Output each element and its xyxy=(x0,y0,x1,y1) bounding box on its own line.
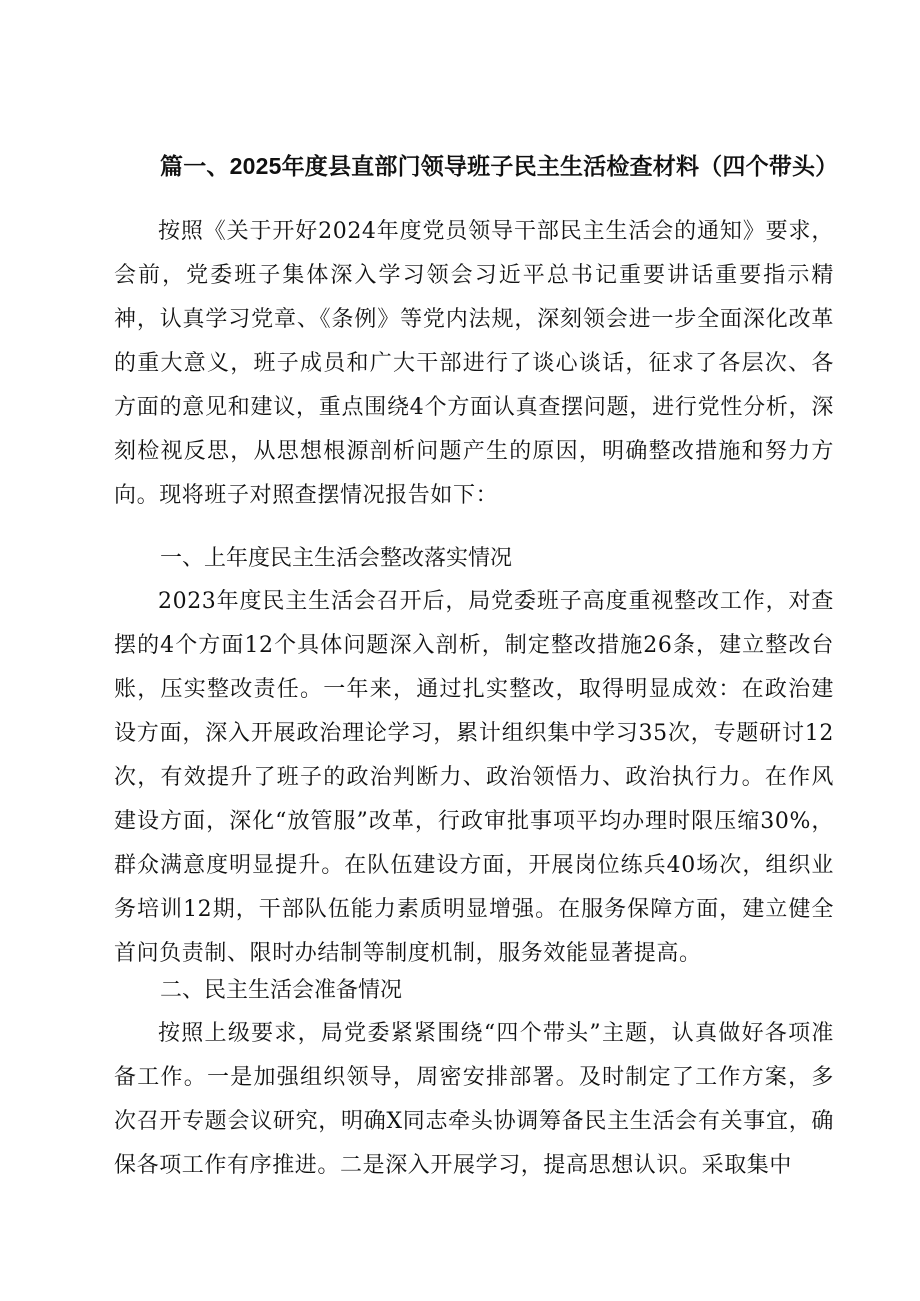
rectification-paragraph: 2023年度民主生活会召开后，局党委班子高度重视整改工作，对查摆的4个方面12个具体问题深入剖析，制定整改措施26条，建立整改台账，压实整改责任。一年来，通过扎实整改，取得明显成效：在政治建设方面，深入开展政治理论学习，累计组织集中学习35次，专题研讨12次，有效提升了班子的政治判断力、政治领悟力、政治执行力。在作风建设方面，深化“放管服”改革，行政审批事项平均办理时限压缩30%，群众满意度明显提升。在队伍建设方面，开展岗位练兵40场次，组织业务培训12期，干部队伍能力素质明显增强。在服务保障方面，建立健全首问负责制、限时办结制等制度机制，服务效能显著提高。 xyxy=(114,589,834,966)
preparation-paragraph: 按照上级要求，局党委紧紧围绕“四个带头”主题，认真做好各项准备工作。一是加强组织领导，周密安排部署。及时制定了工作方案，多次召开专题会议研究，明确X同志牵头协调筹备民主生活会有关事宜，确保各项工作有序推进。二是深入开展学习，提高思想认识。采取集中 xyxy=(114,1021,834,1178)
document-title: 篇一、2025年度县直部门领导班子民主生活检查材料（四个带头） xyxy=(160,153,839,179)
section-heading-preparation: 二、民主生活会准备情况 xyxy=(160,977,403,1002)
section-heading-rectification: 一、上年度民主生活会整改落实情况 xyxy=(160,545,513,570)
intro-paragraph: 按照《关于开好2024年度党员领导干部民主生活会的通知》要求，会前，党委班子集体深入学习领会习近平总书记重要讲话重要指示精神，认真学习党章、《条例》等党内法规，深刻领会进一步全面深化改革的重大意义，班子成员和广大干部进行了谈心谈话，征求了各层次、各方面的意见和建议，重点围绕4个方面认真查摆问题，进行党性分析，深刻检视反思，从思想根源剖析问题产生的原因，明确整改措施和努力方向。现将班子对照查摆情况报告如下： xyxy=(114,219,834,508)
